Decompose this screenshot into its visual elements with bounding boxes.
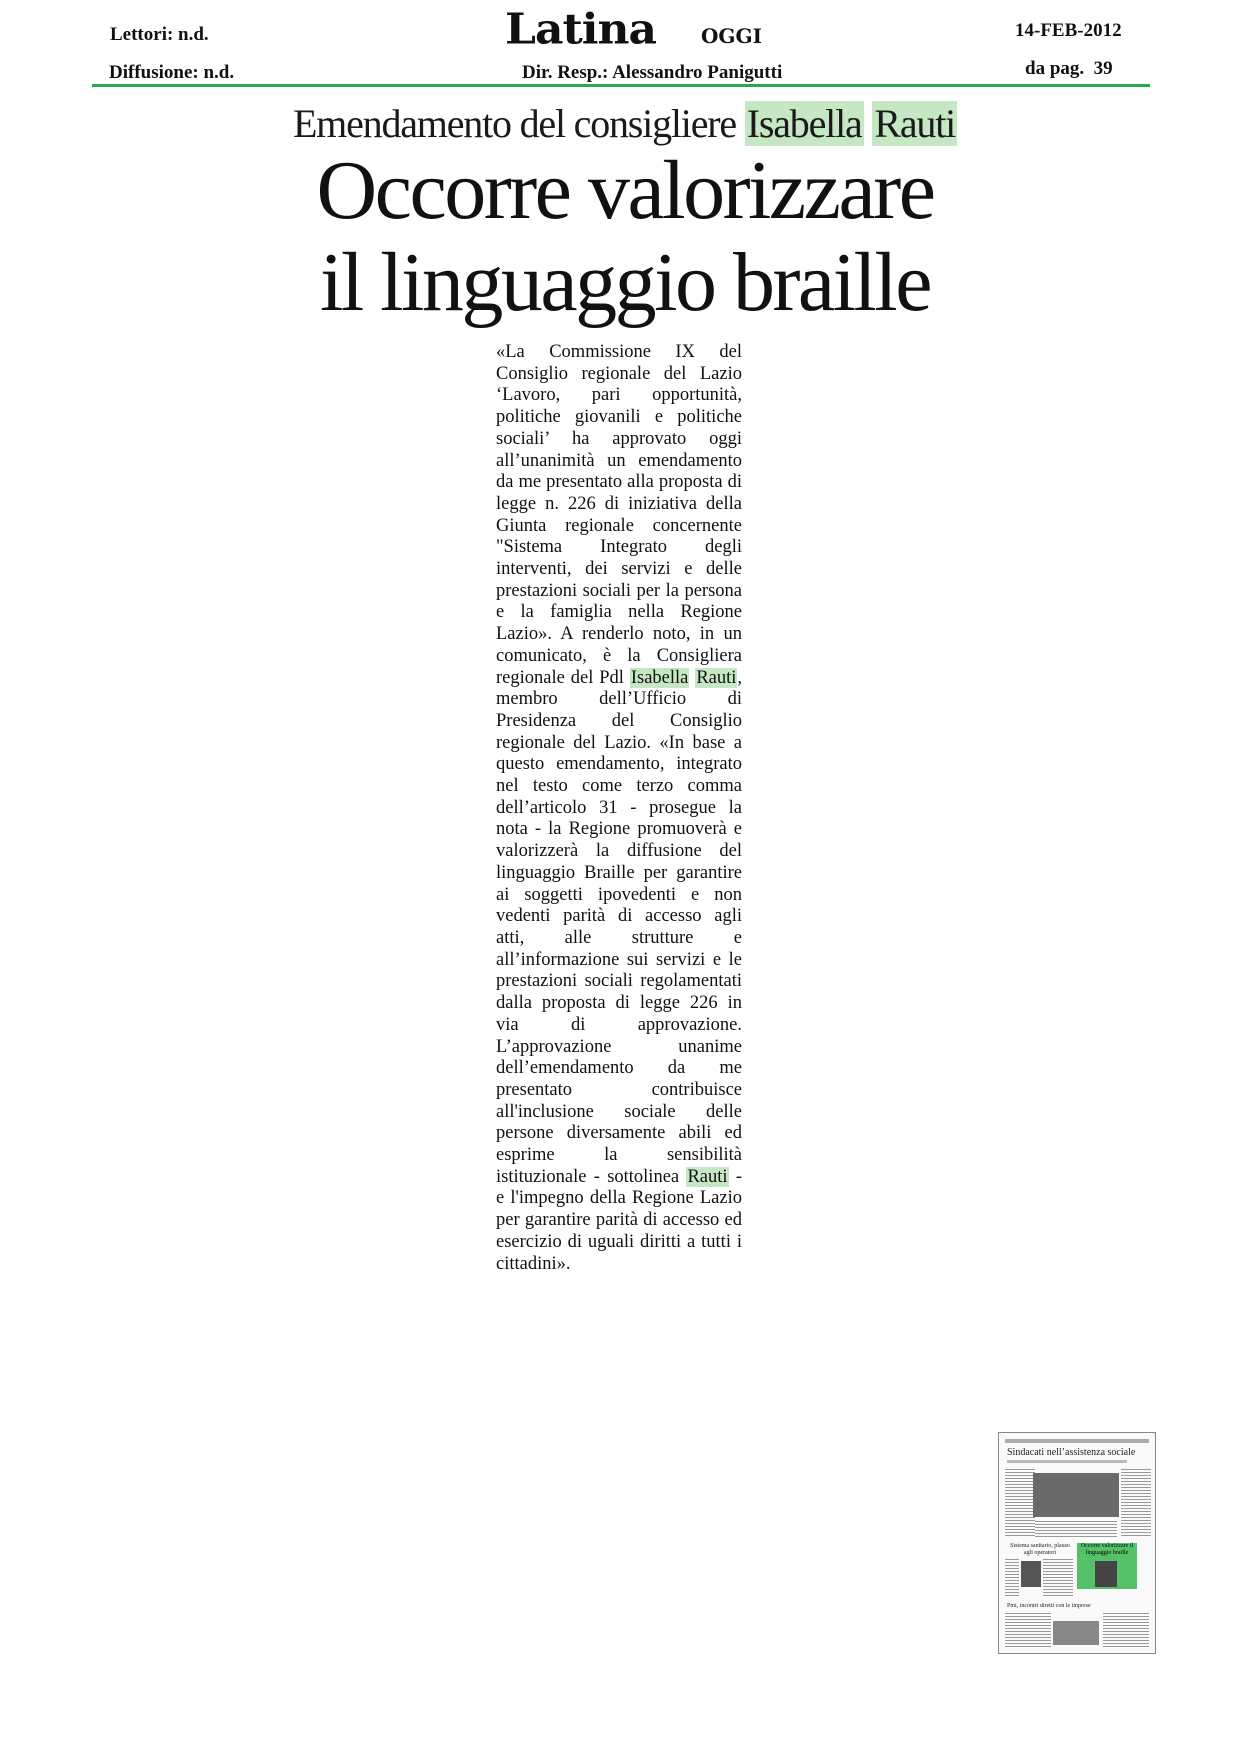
thumb-photo [1053,1621,1099,1645]
thumb-text-column [1043,1559,1073,1597]
title-line-1: Occorre valorizzare [316,144,934,237]
kicker-name-last: Rauti [874,101,956,146]
thumb-box-title: Occorre valorizzare il linguaggio braille [1080,1543,1134,1556]
thumb-bottom-title: Pmi, incontri diretti con le imprese [1007,1603,1091,1609]
readers-label: Lettori: n.d. [110,24,209,45]
thumb-header-bar [1005,1439,1149,1443]
logo-sub-text: OGGI [701,24,762,48]
body-name-last-2: Rauti [687,1166,728,1187]
thumb-title: Sindacati nell’assistenza sociale [1007,1447,1136,1458]
newspaper-logo [505,4,765,54]
circulation-label: Diffusione: n.d. [109,62,235,83]
page-ref [1025,58,1113,80]
header-rule [92,84,1150,87]
body-text-1: «La Commissione IX del Consiglio regionale del Lazio ‘Lavoro, pari opportunità, politiche giovanili e politiche sociali’ ha approvato oggi all’unanimità un emendamento da me presentato alla proposta di legge n. 226 di iniziativa della Giunta regionale concernente "Sistema Integrato degli interventi, dei servizi e delle prestazioni sociali per la persona e la famiglia nella Regione Lazio». A renderlo noto, in un comunicato, è la Consigliera regionale del Pdl [496,342,742,688]
director-label: Dir. Resp.: Alessandro Panigutti [522,62,783,83]
thumb-portrait [1021,1561,1041,1587]
thumb-text-column [1121,1469,1151,1537]
article-body [496,342,742,1275]
thumb-portrait [1095,1561,1117,1587]
thumb-text-column [1035,1521,1117,1537]
date-label: 14-FEB-2012 [1015,20,1122,41]
article-title [255,145,995,329]
thumb-subtitle-bar [1007,1460,1127,1463]
logo-main-text: Latina [505,5,656,54]
thumb-text-column [1103,1613,1149,1647]
title-line-2: il linguaggio braille [319,236,931,329]
kicker-name-first: Isabella [746,101,862,146]
thumb-text-column [1005,1559,1019,1597]
thumb-text-column [1005,1469,1035,1537]
thumb-left-title: Sistema sanitario, plauso agli operatori [1010,1543,1070,1556]
article-kicker [255,100,995,147]
body-text-2: , membro dell’Ufficio di Presidenza del Consiglio regionale del Lazio. «In base a questo emendamento, integrato nel testo come terzo comma dell’articolo 31 - prosegue la nota - la Regione promuoverà e valorizzerà la diffusione del linguaggio Braille per garantire ai soggetti ipovedenti e non vedenti parità di accesso agli atti, alle strutture e all’informazione sui servizi e le prestazioni sociali regolamentati dalla proposta di legge 226 in via di approvazione. L’approvazione unanime dell’emendamento da me presentato contribuisce all'inclusione sociale delle persone diversamente abili ed esprime la sensibilità istituzionale - sottolinea [496,667,743,1187]
body-name-last: Rauti [696,667,737,688]
page-thumbnail [998,1432,1156,1654]
page-number: 39 [1093,58,1113,79]
thumb-text-column [1005,1613,1051,1647]
body-name-first: Isabella [630,667,689,688]
body-text-3: - e l'impegno della Regione Lazio per garantire parità di accesso ed esercizio di uguali diritti a tutti i cittadini». [496,1166,743,1274]
page-label: da pag. [1025,58,1085,79]
kicker-prefix: Emendamento del consigliere [292,101,736,146]
thumb-photo [1033,1473,1119,1517]
